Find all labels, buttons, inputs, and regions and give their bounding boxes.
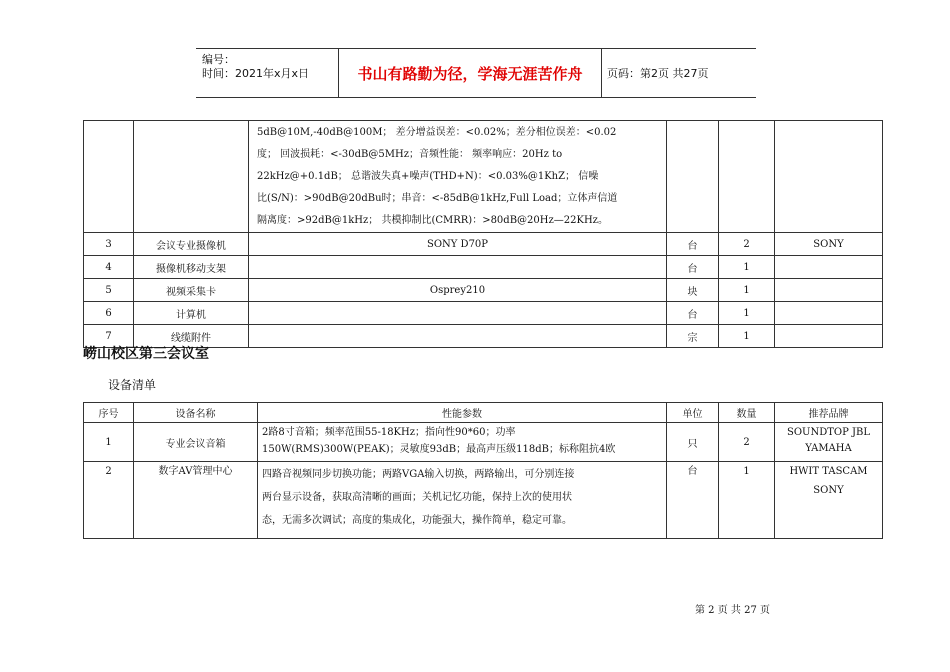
header-motto: 书山有路勤为径，学海无涯苦作舟 bbox=[339, 49, 602, 97]
time-label: 时间：2021年x月x日 bbox=[202, 67, 310, 80]
header-spec: 性能参数 bbox=[258, 403, 667, 423]
table-row bbox=[84, 121, 883, 233]
page-header bbox=[196, 48, 756, 98]
id-label: 编号： bbox=[202, 53, 235, 66]
spec-cell: 5dB@10M,-40dB@100M； 差分增益误差：<0.02%；差分相位误差：<0.02 度； 回波损耗：<-30dB@5MHz；音频性能： 频率响应：20Hz to 22kHz@+0.1dB； 总谐波失真+噪声(THD+N)：<0.03%@1KhZ； 信噪 比(S/N)：>90dB@20dBu时；串音：<-85dB@1kHz,Full Load；立体声信道 隔离度：>92dB@1kHz； 共模抑制比(CMRR)：>80dB@20Hz—22KHz。 bbox=[249, 121, 667, 233]
section-title: 崂山校区第三会议室 bbox=[83, 346, 209, 362]
header-name: 设备名称 bbox=[134, 403, 258, 423]
spec-cell: 2路8寸音箱；频率范围55-18KHz；指向性90*60；功率 150W(RMS)300W(PEAK)；灵敏度93dB；最高声压级118dB；标称阻抗4欧 bbox=[258, 423, 667, 462]
header-meta bbox=[196, 49, 339, 97]
table-row: 1 专业会议音箱 2路8寸音箱；频率范围55-18KHz；指向性90*60；功率 150W(RMS)300W(PEAK)；灵敏度93dB；最高声压级118dB；标称阻抗4欧 只 2 SOUNDTOP JBL YAMAHA bbox=[84, 423, 883, 462]
equipment-table bbox=[83, 402, 883, 539]
brand-cell: SOUNDTOP JBL YAMAHA bbox=[775, 423, 883, 462]
brand-cell: HWIT TASCAM SONY bbox=[775, 462, 883, 539]
table-row: 2 数字AV管理中心 四路音视频同步切换功能；两路VGA输入切换，两路输出，可分别连接 两台显示设备，获取高清晰的画面；关机记忆功能，保持上次的使用状 态，无需多次调试；高度的集成化，功能强大，操作简单，稳定可靠。 台 1 HWIT TASCAM SONY bbox=[84, 462, 883, 539]
page-footer: 第 2 页 共 27 页 bbox=[695, 605, 770, 616]
spec-cell: 四路音视频同步切换功能；两路VGA输入切换，两路输出，可分别连接 两台显示设备，获取高清晰的画面；关机记忆功能，保持上次的使用状 态，无需多次调试；高度的集成化，功能强大，操作简单，稳定可靠。 bbox=[258, 462, 667, 539]
header-qty: 数量 bbox=[719, 403, 775, 423]
header-no: 序号 bbox=[84, 403, 134, 423]
equipment-table-continued bbox=[83, 120, 883, 348]
subtitle: 设备清单 bbox=[108, 378, 157, 392]
table-header-row bbox=[84, 403, 883, 423]
table-row: 4 摄像机移动支架 台 1 bbox=[84, 256, 883, 279]
table-row: 6 计算机 台 1 bbox=[84, 302, 883, 325]
table-row: 5 视频采集卡 Osprey210 块 1 bbox=[84, 279, 883, 302]
table-row: 3 会议专业摄像机 SONY D70P 台 2 SONY bbox=[84, 233, 883, 256]
table-row: 7 线缆附件 宗 1 bbox=[84, 325, 883, 348]
page-number-label: 页码：第2页 共27页 bbox=[607, 67, 709, 80]
header-brand: 推荐品牌 bbox=[775, 403, 883, 423]
header-unit: 单位 bbox=[667, 403, 719, 423]
